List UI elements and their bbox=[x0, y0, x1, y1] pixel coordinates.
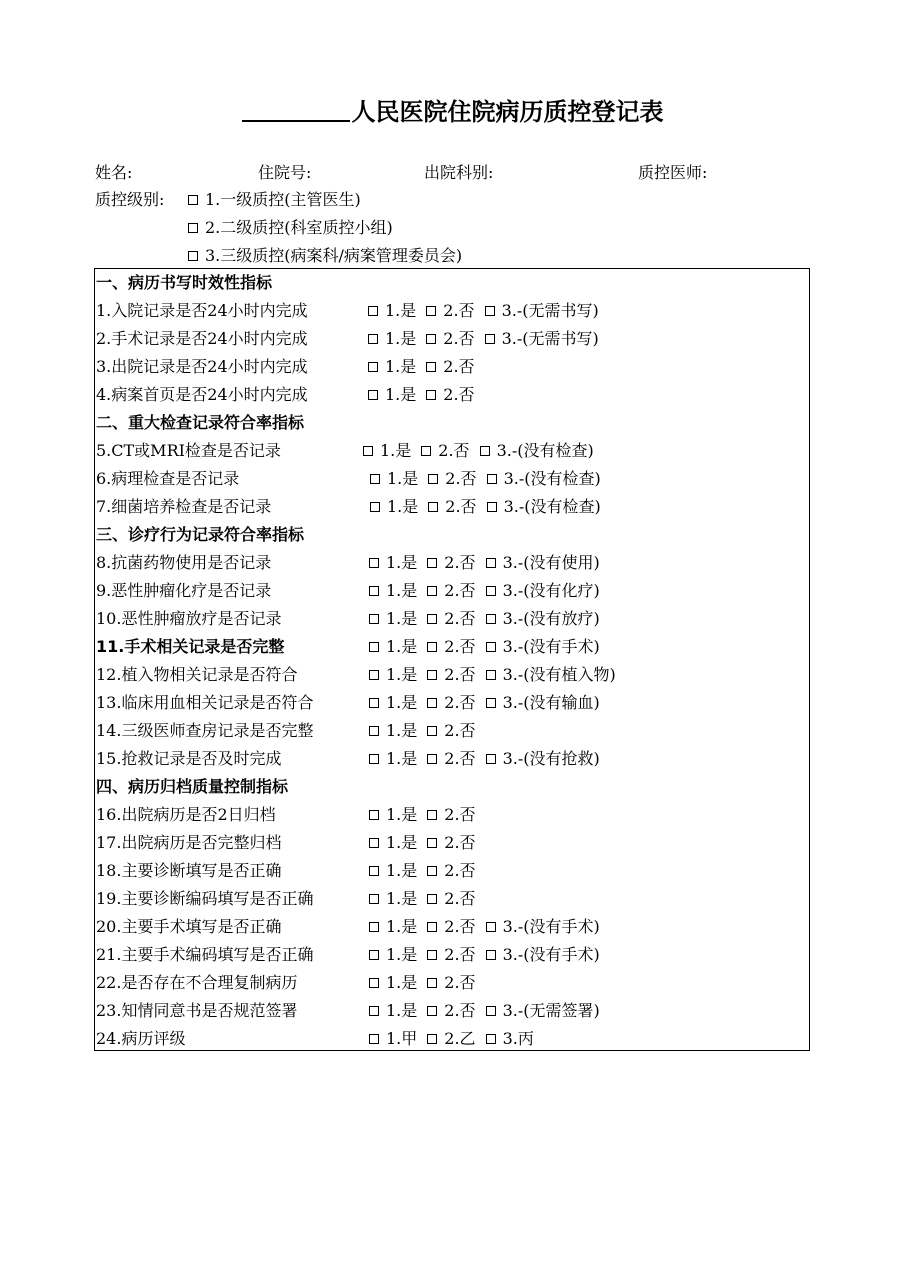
checkbox[interactable] bbox=[188, 195, 198, 205]
checkbox[interactable] bbox=[427, 978, 437, 988]
answer-option-text: 2.否 bbox=[444, 917, 476, 936]
answer-option-text: 2.否 bbox=[445, 469, 477, 488]
answer-option[interactable] bbox=[368, 353, 416, 381]
answer-option-text: 2.否 bbox=[445, 497, 477, 516]
answer-options bbox=[368, 381, 485, 409]
answer-option[interactable] bbox=[427, 577, 475, 605]
answer-option-text: 2.否 bbox=[444, 581, 476, 600]
answer-option[interactable] bbox=[486, 941, 600, 969]
answer-option[interactable] bbox=[427, 997, 475, 1025]
answer-option[interactable] bbox=[486, 745, 600, 773]
answer-options bbox=[368, 325, 609, 353]
answer-option[interactable] bbox=[368, 297, 416, 325]
checkbox[interactable] bbox=[486, 586, 496, 596]
checkbox[interactable] bbox=[369, 950, 379, 960]
answer-option[interactable] bbox=[427, 633, 475, 661]
answer-option-text: 2.乙 bbox=[444, 1029, 476, 1048]
answer-options bbox=[370, 465, 611, 493]
answer-option-text: 1.是 bbox=[385, 329, 417, 348]
answer-option-text: 2.否 bbox=[444, 945, 476, 964]
answer-options bbox=[369, 549, 610, 577]
answer-option-text: 2.否 bbox=[443, 385, 475, 404]
question-text: 12.植入物相关记录是否符合 bbox=[96, 665, 298, 684]
question-text: 17.出院病历是否完整归档 bbox=[96, 833, 282, 852]
checkbox[interactable] bbox=[369, 726, 379, 736]
answer-option[interactable] bbox=[370, 465, 418, 493]
answer-option-text: 2.否 bbox=[444, 973, 476, 992]
answer-option[interactable] bbox=[486, 913, 600, 941]
answer-option[interactable] bbox=[427, 661, 475, 689]
checkbox[interactable] bbox=[369, 894, 379, 904]
checkbox[interactable] bbox=[369, 754, 379, 764]
qc-level-label: 质控级别: bbox=[95, 190, 165, 209]
checkbox[interactable] bbox=[370, 502, 380, 512]
answer-option[interactable] bbox=[427, 801, 475, 829]
answer-option-text: 1.是 bbox=[386, 889, 418, 908]
answer-option[interactable] bbox=[486, 605, 600, 633]
checkbox[interactable] bbox=[369, 866, 379, 876]
answer-option-text: 1.是 bbox=[386, 945, 418, 964]
question-text: 22.是否存在不合理复制病历 bbox=[96, 973, 298, 992]
answer-option-text: 1.是 bbox=[387, 497, 419, 516]
answer-options bbox=[369, 661, 626, 689]
answer-option[interactable] bbox=[427, 969, 475, 997]
answer-option[interactable] bbox=[369, 689, 417, 717]
checkbox[interactable] bbox=[369, 698, 379, 708]
answer-option-text: 1.是 bbox=[386, 665, 418, 684]
answer-option[interactable] bbox=[369, 745, 417, 773]
answer-option[interactable] bbox=[485, 297, 599, 325]
checkbox[interactable] bbox=[486, 1034, 496, 1044]
answer-option-text: 3.-(没有放疗) bbox=[502, 609, 600, 628]
answer-option[interactable] bbox=[363, 437, 411, 465]
checkbox[interactable] bbox=[427, 950, 437, 960]
checkbox[interactable] bbox=[427, 838, 437, 848]
answer-option-text: 2.否 bbox=[444, 637, 476, 656]
checkbox[interactable] bbox=[427, 558, 437, 568]
checkbox[interactable] bbox=[426, 362, 436, 372]
answer-option-text: 3.-(没有使用) bbox=[502, 553, 600, 572]
answer-option-text: 1.是 bbox=[386, 917, 418, 936]
section-title-text: 二、重大检查记录符合率指标 bbox=[96, 413, 305, 432]
answer-option-text: 3.丙 bbox=[502, 1029, 534, 1048]
answer-option-text: 2.否 bbox=[444, 1001, 476, 1020]
qc-level-option-text: 1.一级质控(主管医生) bbox=[205, 190, 361, 209]
answer-option[interactable] bbox=[370, 493, 418, 521]
answer-option-text: 1.是 bbox=[380, 441, 412, 460]
qc-doctor-label: 质控医师: bbox=[638, 163, 708, 182]
answer-option[interactable] bbox=[427, 829, 475, 857]
qc-table bbox=[94, 268, 810, 1051]
answer-option[interactable] bbox=[426, 297, 474, 325]
answer-option-text: 1.是 bbox=[386, 805, 418, 824]
answer-option-text: 2.否 bbox=[443, 357, 475, 376]
checkbox[interactable] bbox=[369, 922, 379, 932]
answer-option[interactable] bbox=[369, 1025, 417, 1053]
question-text: 7.细菌培养检查是否记录 bbox=[96, 497, 272, 516]
answer-option[interactable] bbox=[427, 605, 475, 633]
answer-option[interactable] bbox=[427, 717, 475, 745]
qc-level-option-text: 2.二级质控(科室质控小组) bbox=[205, 218, 393, 237]
answer-option[interactable] bbox=[427, 745, 475, 773]
checkbox[interactable] bbox=[368, 306, 378, 316]
question-text: 5.CT或MRI检查是否记录 bbox=[96, 441, 281, 460]
answer-option[interactable] bbox=[426, 353, 474, 381]
answer-option-text: 2.否 bbox=[444, 749, 476, 768]
checkbox[interactable] bbox=[427, 1006, 437, 1016]
checkbox[interactable] bbox=[486, 698, 496, 708]
answer-option-text: 1.是 bbox=[385, 385, 417, 404]
name-label: 姓名: bbox=[95, 163, 133, 182]
answer-option-text: 3.-(没有抢救) bbox=[502, 749, 600, 768]
checkbox[interactable] bbox=[369, 586, 379, 596]
answer-option[interactable] bbox=[369, 969, 417, 997]
checkbox[interactable] bbox=[369, 558, 379, 568]
question-text: 15.抢救记录是否及时完成 bbox=[96, 749, 282, 768]
checkbox[interactable] bbox=[427, 810, 437, 820]
checkbox[interactable] bbox=[427, 894, 437, 904]
answer-option[interactable] bbox=[369, 661, 417, 689]
checkbox[interactable] bbox=[480, 446, 490, 456]
admission-no-label: 住院号: bbox=[258, 163, 312, 182]
answer-option-text: 3.-(无需签署) bbox=[502, 1001, 600, 1020]
answer-option[interactable] bbox=[369, 549, 417, 577]
answer-option[interactable] bbox=[428, 465, 476, 493]
answer-option-text: 1.是 bbox=[386, 833, 418, 852]
answer-options bbox=[369, 745, 610, 773]
answer-option-text: 1.是 bbox=[386, 1001, 418, 1020]
question-text: 23.知情同意书是否规范签署 bbox=[96, 1001, 298, 1020]
checkbox[interactable] bbox=[427, 698, 437, 708]
form-title-text: 人民医院住院病历质控登记表 bbox=[351, 98, 664, 126]
checkbox[interactable] bbox=[369, 978, 379, 988]
form-title bbox=[0, 92, 905, 127]
answer-option[interactable] bbox=[427, 857, 475, 885]
checkbox[interactable] bbox=[427, 670, 437, 680]
answer-option-text: 1.甲 bbox=[386, 1029, 418, 1048]
answer-option-text: 1.是 bbox=[387, 469, 419, 488]
checkbox[interactable] bbox=[486, 558, 496, 568]
checkbox[interactable] bbox=[485, 306, 495, 316]
answer-option[interactable] bbox=[369, 829, 417, 857]
checkbox[interactable] bbox=[369, 810, 379, 820]
answer-options bbox=[369, 941, 610, 969]
answer-option[interactable] bbox=[427, 1025, 475, 1053]
checkbox[interactable] bbox=[370, 474, 380, 484]
checkbox[interactable] bbox=[486, 614, 496, 624]
answer-option[interactable] bbox=[426, 381, 474, 409]
answer-option-text: 2.否 bbox=[444, 609, 476, 628]
question-text: 24.病历评级 bbox=[96, 1029, 186, 1048]
checkbox[interactable] bbox=[369, 614, 379, 624]
answer-options bbox=[363, 437, 604, 465]
question-text: 21.主要手术编码填写是否正确 bbox=[96, 945, 314, 964]
answer-option-text: 2.否 bbox=[444, 553, 476, 572]
question-text: 13.临床用血相关记录是否符合 bbox=[96, 693, 314, 712]
answer-options bbox=[369, 689, 610, 717]
answer-option[interactable] bbox=[369, 913, 417, 941]
answer-option-text: 1.是 bbox=[386, 609, 418, 628]
answer-option-text: 1.是 bbox=[386, 721, 418, 740]
qc-level-option-text: 3.三级质控(病案科/病案管理委员会) bbox=[205, 246, 463, 265]
question-text: 10.恶性肿瘤放疗是否记录 bbox=[96, 609, 282, 628]
question-text: 2.手术记录是否24小时内完成 bbox=[96, 329, 308, 348]
answer-option-text: 1.是 bbox=[386, 973, 418, 992]
answer-option[interactable] bbox=[486, 997, 600, 1025]
answer-option[interactable] bbox=[428, 493, 476, 521]
answer-option-text: 2.否 bbox=[443, 329, 475, 348]
question-text: 6.病理检查是否记录 bbox=[96, 469, 240, 488]
answer-option-text: 3.-(没有检查) bbox=[503, 469, 601, 488]
checkbox[interactable] bbox=[369, 1006, 379, 1016]
checkbox[interactable] bbox=[427, 642, 437, 652]
answer-option-text: 3.-(没有化疗) bbox=[502, 581, 600, 600]
checkbox[interactable] bbox=[188, 251, 198, 261]
answer-option[interactable] bbox=[486, 633, 600, 661]
answer-options bbox=[369, 857, 486, 885]
answer-option[interactable] bbox=[486, 689, 600, 717]
answer-option-text: 3.-(没有检查) bbox=[503, 497, 601, 516]
checkbox[interactable] bbox=[486, 670, 496, 680]
answer-option-text: 2.否 bbox=[444, 721, 476, 740]
question-text: 18.主要诊断填写是否正确 bbox=[96, 861, 282, 880]
answer-option-text: 3.-(没有手术) bbox=[502, 945, 600, 964]
answer-option-text: 3.-(没有手术) bbox=[502, 637, 600, 656]
checkbox[interactable] bbox=[368, 362, 378, 372]
question-text: 9.恶性肿瘤化疗是否记录 bbox=[96, 581, 272, 600]
answer-option[interactable] bbox=[487, 493, 601, 521]
answer-option[interactable] bbox=[369, 605, 417, 633]
answer-option-text: 1.是 bbox=[386, 553, 418, 572]
checkbox[interactable] bbox=[188, 223, 198, 233]
checkbox[interactable] bbox=[486, 950, 496, 960]
answer-option[interactable] bbox=[485, 325, 599, 353]
qc-level-option[interactable] bbox=[188, 215, 393, 238]
answer-option[interactable] bbox=[486, 661, 616, 689]
answer-option-text: 3.-(没有输血) bbox=[502, 693, 600, 712]
answer-option[interactable] bbox=[369, 997, 417, 1025]
answer-option[interactable] bbox=[486, 1025, 534, 1053]
answer-option-text: 3.-(没有植入物) bbox=[502, 665, 616, 684]
answer-option-text: 1.是 bbox=[385, 357, 417, 376]
checkbox[interactable] bbox=[368, 334, 378, 344]
answer-options bbox=[369, 829, 486, 857]
answer-option-text: 1.是 bbox=[386, 749, 418, 768]
answer-option[interactable] bbox=[486, 577, 600, 605]
question-text: 19.主要诊断编码填写是否正确 bbox=[96, 889, 314, 908]
section-title-text: 三、诊疗行为记录符合率指标 bbox=[96, 525, 305, 544]
checkbox[interactable] bbox=[428, 474, 438, 484]
answer-option[interactable] bbox=[487, 465, 601, 493]
answer-option[interactable] bbox=[427, 885, 475, 913]
checkbox[interactable] bbox=[427, 614, 437, 624]
checkbox[interactable] bbox=[427, 754, 437, 764]
checkbox[interactable] bbox=[426, 306, 436, 316]
answer-option-text: 1.是 bbox=[386, 861, 418, 880]
checkbox[interactable] bbox=[363, 446, 373, 456]
checkbox[interactable] bbox=[369, 642, 379, 652]
answer-option-text: 3.-(没有检查) bbox=[496, 441, 594, 460]
answer-option-text: 1.是 bbox=[385, 301, 417, 320]
answer-options bbox=[369, 605, 610, 633]
answer-options bbox=[369, 801, 486, 829]
question-text: 3.出院记录是否24小时内完成 bbox=[96, 357, 308, 376]
answer-options bbox=[369, 997, 610, 1025]
question-text: 14.三级医师查房记录是否完整 bbox=[96, 721, 314, 740]
checkbox[interactable] bbox=[426, 334, 436, 344]
checkbox[interactable] bbox=[369, 838, 379, 848]
answer-option[interactable] bbox=[369, 857, 417, 885]
question-text: 1.入院记录是否24小时内完成 bbox=[96, 301, 308, 320]
hospital-name-blank[interactable] bbox=[242, 98, 350, 122]
question-text: 4.病案首页是否24小时内完成 bbox=[96, 385, 308, 404]
checkbox[interactable] bbox=[427, 726, 437, 736]
answer-option-text: 3.-(无需书写) bbox=[501, 329, 599, 348]
answer-option[interactable] bbox=[368, 381, 416, 409]
checkbox[interactable] bbox=[369, 1034, 379, 1044]
answer-options bbox=[369, 717, 486, 745]
answer-option[interactable] bbox=[369, 633, 417, 661]
answer-options bbox=[369, 913, 610, 941]
checkbox[interactable] bbox=[486, 642, 496, 652]
answer-option-text: 2.否 bbox=[444, 805, 476, 824]
checkbox[interactable] bbox=[487, 502, 497, 512]
checkbox[interactable] bbox=[487, 474, 497, 484]
answer-option[interactable] bbox=[480, 437, 594, 465]
answer-options bbox=[369, 885, 486, 913]
checkbox[interactable] bbox=[368, 390, 378, 400]
answer-option-text: 2.否 bbox=[438, 441, 470, 460]
answer-option[interactable] bbox=[421, 437, 469, 465]
answer-options bbox=[369, 969, 486, 997]
discharge-dept-label: 出院科别: bbox=[424, 163, 494, 182]
question-text: 8.抗菌药物使用是否记录 bbox=[96, 553, 272, 572]
checkbox[interactable] bbox=[421, 446, 431, 456]
answer-options bbox=[370, 493, 611, 521]
section-title-text: 一、病历书写时效性指标 bbox=[96, 273, 273, 292]
answer-option[interactable] bbox=[369, 717, 417, 745]
answer-options bbox=[368, 297, 609, 325]
checkbox[interactable] bbox=[485, 334, 495, 344]
answer-option[interactable] bbox=[368, 325, 416, 353]
checkbox[interactable] bbox=[369, 670, 379, 680]
checkbox[interactable] bbox=[486, 1006, 496, 1016]
answer-option[interactable] bbox=[427, 549, 475, 577]
answer-option[interactable] bbox=[369, 941, 417, 969]
checkbox[interactable] bbox=[426, 390, 436, 400]
checkbox[interactable] bbox=[427, 866, 437, 876]
checkbox[interactable] bbox=[486, 754, 496, 764]
answer-option[interactable] bbox=[427, 941, 475, 969]
answer-option-text: 1.是 bbox=[386, 637, 418, 656]
checkbox[interactable] bbox=[486, 922, 496, 932]
answer-option[interactable] bbox=[486, 549, 600, 577]
qc-level-option[interactable] bbox=[188, 243, 462, 266]
section-title-text: 四、病历归档质量控制指标 bbox=[96, 777, 289, 796]
answer-option-text: 2.否 bbox=[444, 833, 476, 852]
answer-option[interactable] bbox=[426, 325, 474, 353]
answer-option-text: 2.否 bbox=[444, 665, 476, 684]
answer-option-text: 3.-(无需书写) bbox=[501, 301, 599, 320]
answer-options bbox=[369, 577, 610, 605]
checkbox[interactable] bbox=[427, 922, 437, 932]
answer-option[interactable] bbox=[369, 885, 417, 913]
answer-options bbox=[369, 633, 610, 661]
qc-level-option[interactable] bbox=[188, 187, 361, 210]
answer-option[interactable] bbox=[427, 913, 475, 941]
checkbox[interactable] bbox=[427, 1034, 437, 1044]
answer-options bbox=[369, 1025, 544, 1053]
answer-option[interactable] bbox=[369, 801, 417, 829]
question-text: 11.手术相关记录是否完整 bbox=[96, 637, 285, 656]
checkbox[interactable] bbox=[427, 586, 437, 596]
answer-options bbox=[368, 353, 485, 381]
answer-option-text: 2.否 bbox=[443, 301, 475, 320]
question-text: 20.主要手术填写是否正确 bbox=[96, 917, 282, 936]
answer-option-text: 1.是 bbox=[386, 693, 418, 712]
answer-option-text: 3.-(没有手术) bbox=[502, 917, 600, 936]
answer-option-text: 2.否 bbox=[444, 889, 476, 908]
question-text: 16.出院病历是否2日归档 bbox=[96, 805, 276, 824]
answer-option-text: 2.否 bbox=[444, 861, 476, 880]
answer-option-text: 1.是 bbox=[386, 581, 418, 600]
answer-option[interactable] bbox=[369, 577, 417, 605]
checkbox[interactable] bbox=[428, 502, 438, 512]
answer-option-text: 2.否 bbox=[444, 693, 476, 712]
answer-option[interactable] bbox=[427, 689, 475, 717]
